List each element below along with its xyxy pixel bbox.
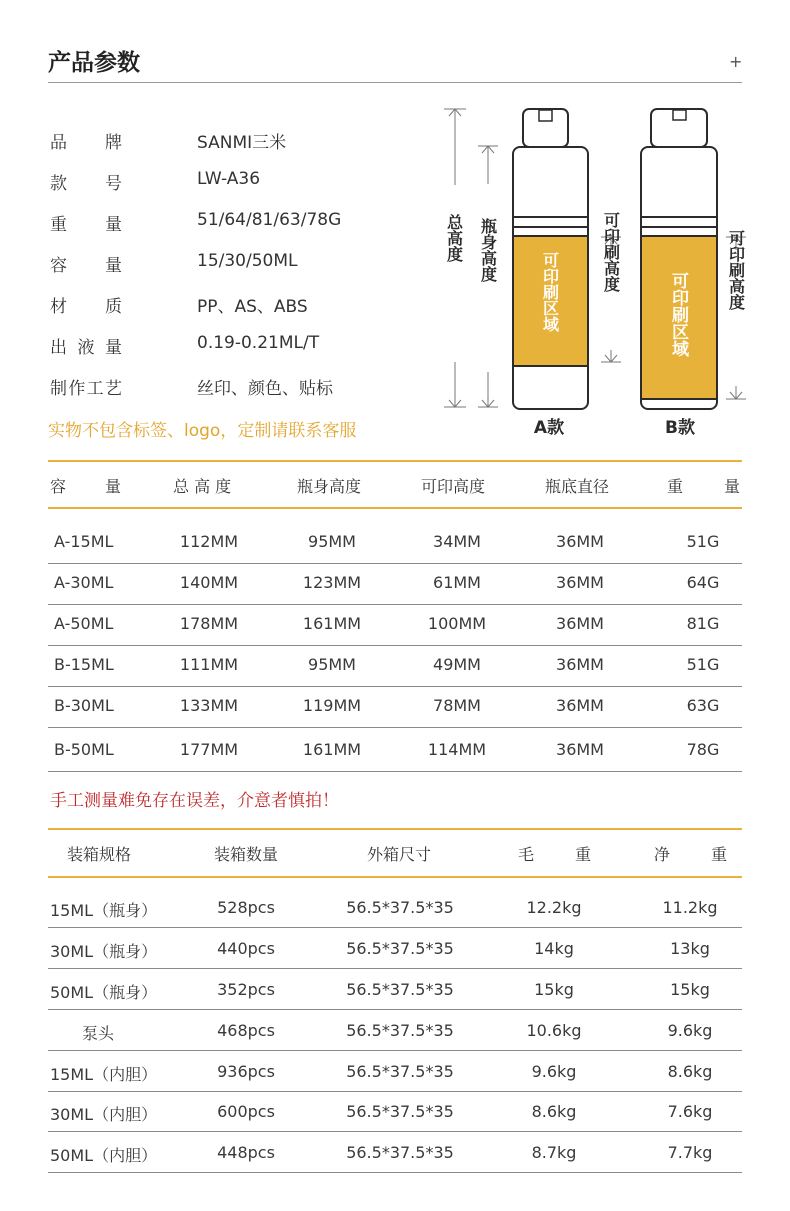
packing-cell: 468pcs	[217, 1021, 275, 1040]
packing-cell: 56.5*37.5*35	[346, 980, 454, 999]
row-divider	[48, 1009, 742, 1010]
packing-cell: 13kg	[670, 939, 710, 958]
packing-cell: 8.6kg	[531, 1102, 577, 1121]
size-cell: A-50ML	[54, 614, 114, 633]
packing-cell: 56.5*37.5*35	[346, 939, 454, 958]
size-cell: 161MM	[302, 614, 362, 633]
size-cell: 178MM	[179, 614, 239, 633]
size-cell: 95MM	[308, 532, 356, 551]
size-header-base-diameter: 瓶底直径	[545, 477, 610, 496]
spec-value-output: 0.19-0.21ML/T	[197, 333, 320, 353]
size-cell: 36MM	[556, 655, 604, 674]
packing-header-gross-weight: 毛 重	[518, 845, 591, 864]
packing-cell: 56.5*37.5*35	[346, 1021, 454, 1040]
packing-cell: 9.6kg	[531, 1062, 577, 1081]
size-cell: 111MM	[179, 655, 239, 674]
size-cell: 51G	[686, 532, 720, 551]
packing-cell: 8.7kg	[531, 1143, 577, 1162]
size-cell: 36MM	[556, 696, 604, 715]
size-cell: A-30ML	[54, 573, 114, 592]
title-divider	[48, 82, 742, 83]
packing-cell: 56.5*37.5*35	[346, 1102, 454, 1121]
spec-label-weight: 重 量	[50, 215, 122, 235]
packing-cell: 15ML（内胆）	[50, 1065, 158, 1084]
size-cell: 112MM	[179, 532, 239, 551]
size-cell: 61MM	[433, 573, 481, 592]
packing-cell: 528pcs	[217, 898, 275, 917]
size-cell: B-30ML	[54, 696, 114, 715]
size-cell: 36MM	[556, 532, 604, 551]
packing-cell: 14kg	[534, 939, 574, 958]
packing-cell: 12.2kg	[526, 898, 582, 917]
packing-cell: 56.5*37.5*35	[346, 898, 454, 917]
row-divider	[48, 604, 742, 605]
model-a-label: A款	[533, 418, 565, 438]
size-header-capacity: 容 量	[50, 477, 121, 496]
size-cell: B-15ML	[54, 655, 114, 674]
size-cell: 95MM	[308, 655, 356, 674]
body-height-label: 瓶身高度	[478, 218, 498, 282]
packing-cell: 440pcs	[217, 939, 275, 958]
packing-cell: 15kg	[670, 980, 710, 999]
size-cell: 36MM	[556, 614, 604, 633]
spec-value-brand: SANMI三米	[197, 133, 287, 153]
spec-value-capacity: 15/30/50ML	[197, 251, 298, 271]
size-table-header-rule	[48, 507, 742, 509]
packing-cell: 30ML（瓶身）	[50, 942, 158, 961]
packing-table-top-rule	[48, 828, 742, 830]
packing-table-header-rule	[48, 876, 742, 878]
spec-label-model: 款 号	[50, 174, 122, 194]
packing-cell: 泵头	[81, 1024, 115, 1043]
packing-cell: 7.7kg	[667, 1143, 713, 1162]
row-divider	[48, 563, 742, 564]
printable-height-a-label: 可印刷高度	[601, 212, 621, 292]
page-title: 产品参数	[48, 50, 140, 76]
size-cell: 34MM	[433, 532, 481, 551]
row-divider	[48, 968, 742, 969]
row-divider	[48, 927, 742, 928]
spec-value-material: PP、AS、ABS	[197, 297, 308, 317]
packing-cell: 56.5*37.5*35	[346, 1062, 454, 1081]
size-cell: 119MM	[302, 696, 362, 715]
spec-label-brand: 品 牌	[50, 133, 122, 153]
packing-cell: 50ML（瓶身）	[50, 983, 158, 1002]
packing-header-quantity: 装箱数量	[213, 845, 279, 864]
bottle-b	[641, 109, 717, 409]
size-cell: A-15ML	[54, 532, 114, 551]
packing-header-net-weight: 净 重	[654, 845, 727, 864]
size-header-body-height: 瓶身高度	[297, 477, 362, 496]
size-cell: 133MM	[179, 696, 239, 715]
size-cell: 64G	[686, 573, 720, 592]
size-table-top-rule	[48, 460, 742, 462]
packing-table-bottom-rule	[48, 1172, 742, 1173]
packing-cell: 936pcs	[217, 1062, 275, 1081]
size-cell: 63G	[686, 696, 720, 715]
size-cell: B-50ML	[54, 740, 114, 759]
packing-cell: 352pcs	[217, 980, 275, 999]
size-cell: 140MM	[179, 573, 239, 592]
measurement-warning: 手工测量难免存在误差，介意者慎拍！	[50, 791, 339, 811]
packing-cell: 9.6kg	[667, 1021, 713, 1040]
size-header-total-height: 总 高 度	[173, 477, 232, 496]
packing-cell: 15kg	[534, 980, 574, 999]
packing-cell: 50ML（内胆）	[50, 1146, 158, 1165]
size-cell: 78MM	[433, 696, 481, 715]
packing-cell: 56.5*37.5*35	[346, 1143, 454, 1162]
printable-height-b-label: 可印刷高度	[726, 230, 746, 310]
bottle-b-print-area-label: 可印刷区域	[668, 272, 688, 357]
row-divider	[48, 727, 742, 728]
size-table-bottom-rule	[48, 771, 742, 772]
size-header-weight: 重 量	[667, 477, 740, 496]
packing-cell: 8.6kg	[667, 1062, 713, 1081]
customization-notice: 实物不包含标签、logo，定制请联系客服	[48, 421, 357, 441]
row-divider	[48, 1091, 742, 1092]
packing-header-spec: 装箱规格	[66, 845, 132, 864]
size-cell: 81G	[686, 614, 720, 633]
size-cell: 161MM	[302, 740, 362, 759]
packing-cell: 30ML（内胆）	[50, 1105, 158, 1124]
packing-cell: 7.6kg	[667, 1102, 713, 1121]
spec-label-output: 出 液 量	[50, 338, 122, 358]
size-header-print-height: 可印高度	[421, 477, 486, 496]
size-cell: 78G	[686, 740, 720, 759]
packing-cell: 448pcs	[217, 1143, 275, 1162]
size-cell: 177MM	[179, 740, 239, 759]
size-cell: 100MM	[427, 614, 487, 633]
row-divider	[48, 645, 742, 646]
spec-value-process: 丝印、颜色、贴标	[197, 379, 333, 399]
size-cell: 36MM	[556, 740, 604, 759]
size-cell: 114MM	[427, 740, 487, 759]
spec-label-material: 材 质	[50, 297, 122, 317]
packing-cell: 15ML（瓶身）	[50, 901, 158, 920]
size-cell: 49MM	[433, 655, 481, 674]
row-divider	[48, 1050, 742, 1051]
model-b-label: B款	[665, 418, 695, 438]
row-divider	[48, 686, 742, 687]
size-cell: 123MM	[302, 573, 362, 592]
bottle-diagram	[430, 100, 770, 445]
size-cell: 36MM	[556, 573, 604, 592]
spec-label-process: 制作工艺	[50, 379, 122, 399]
expand-icon[interactable]: +	[729, 52, 743, 71]
row-divider	[48, 1131, 742, 1132]
spec-value-weight: 51/64/81/63/78G	[197, 210, 342, 230]
packing-cell: 600pcs	[217, 1102, 275, 1121]
packing-cell: 10.6kg	[526, 1021, 582, 1040]
bottle-a-print-area-label: 可印刷区域	[540, 252, 560, 332]
size-cell: 51G	[686, 655, 720, 674]
packing-header-carton-size: 外箱尺寸	[366, 845, 432, 864]
packing-cell: 11.2kg	[662, 898, 718, 917]
spec-value-model: LW-A36	[197, 169, 261, 189]
spec-label-capacity: 容 量	[50, 256, 122, 276]
total-height-label: 总高度	[444, 214, 464, 262]
